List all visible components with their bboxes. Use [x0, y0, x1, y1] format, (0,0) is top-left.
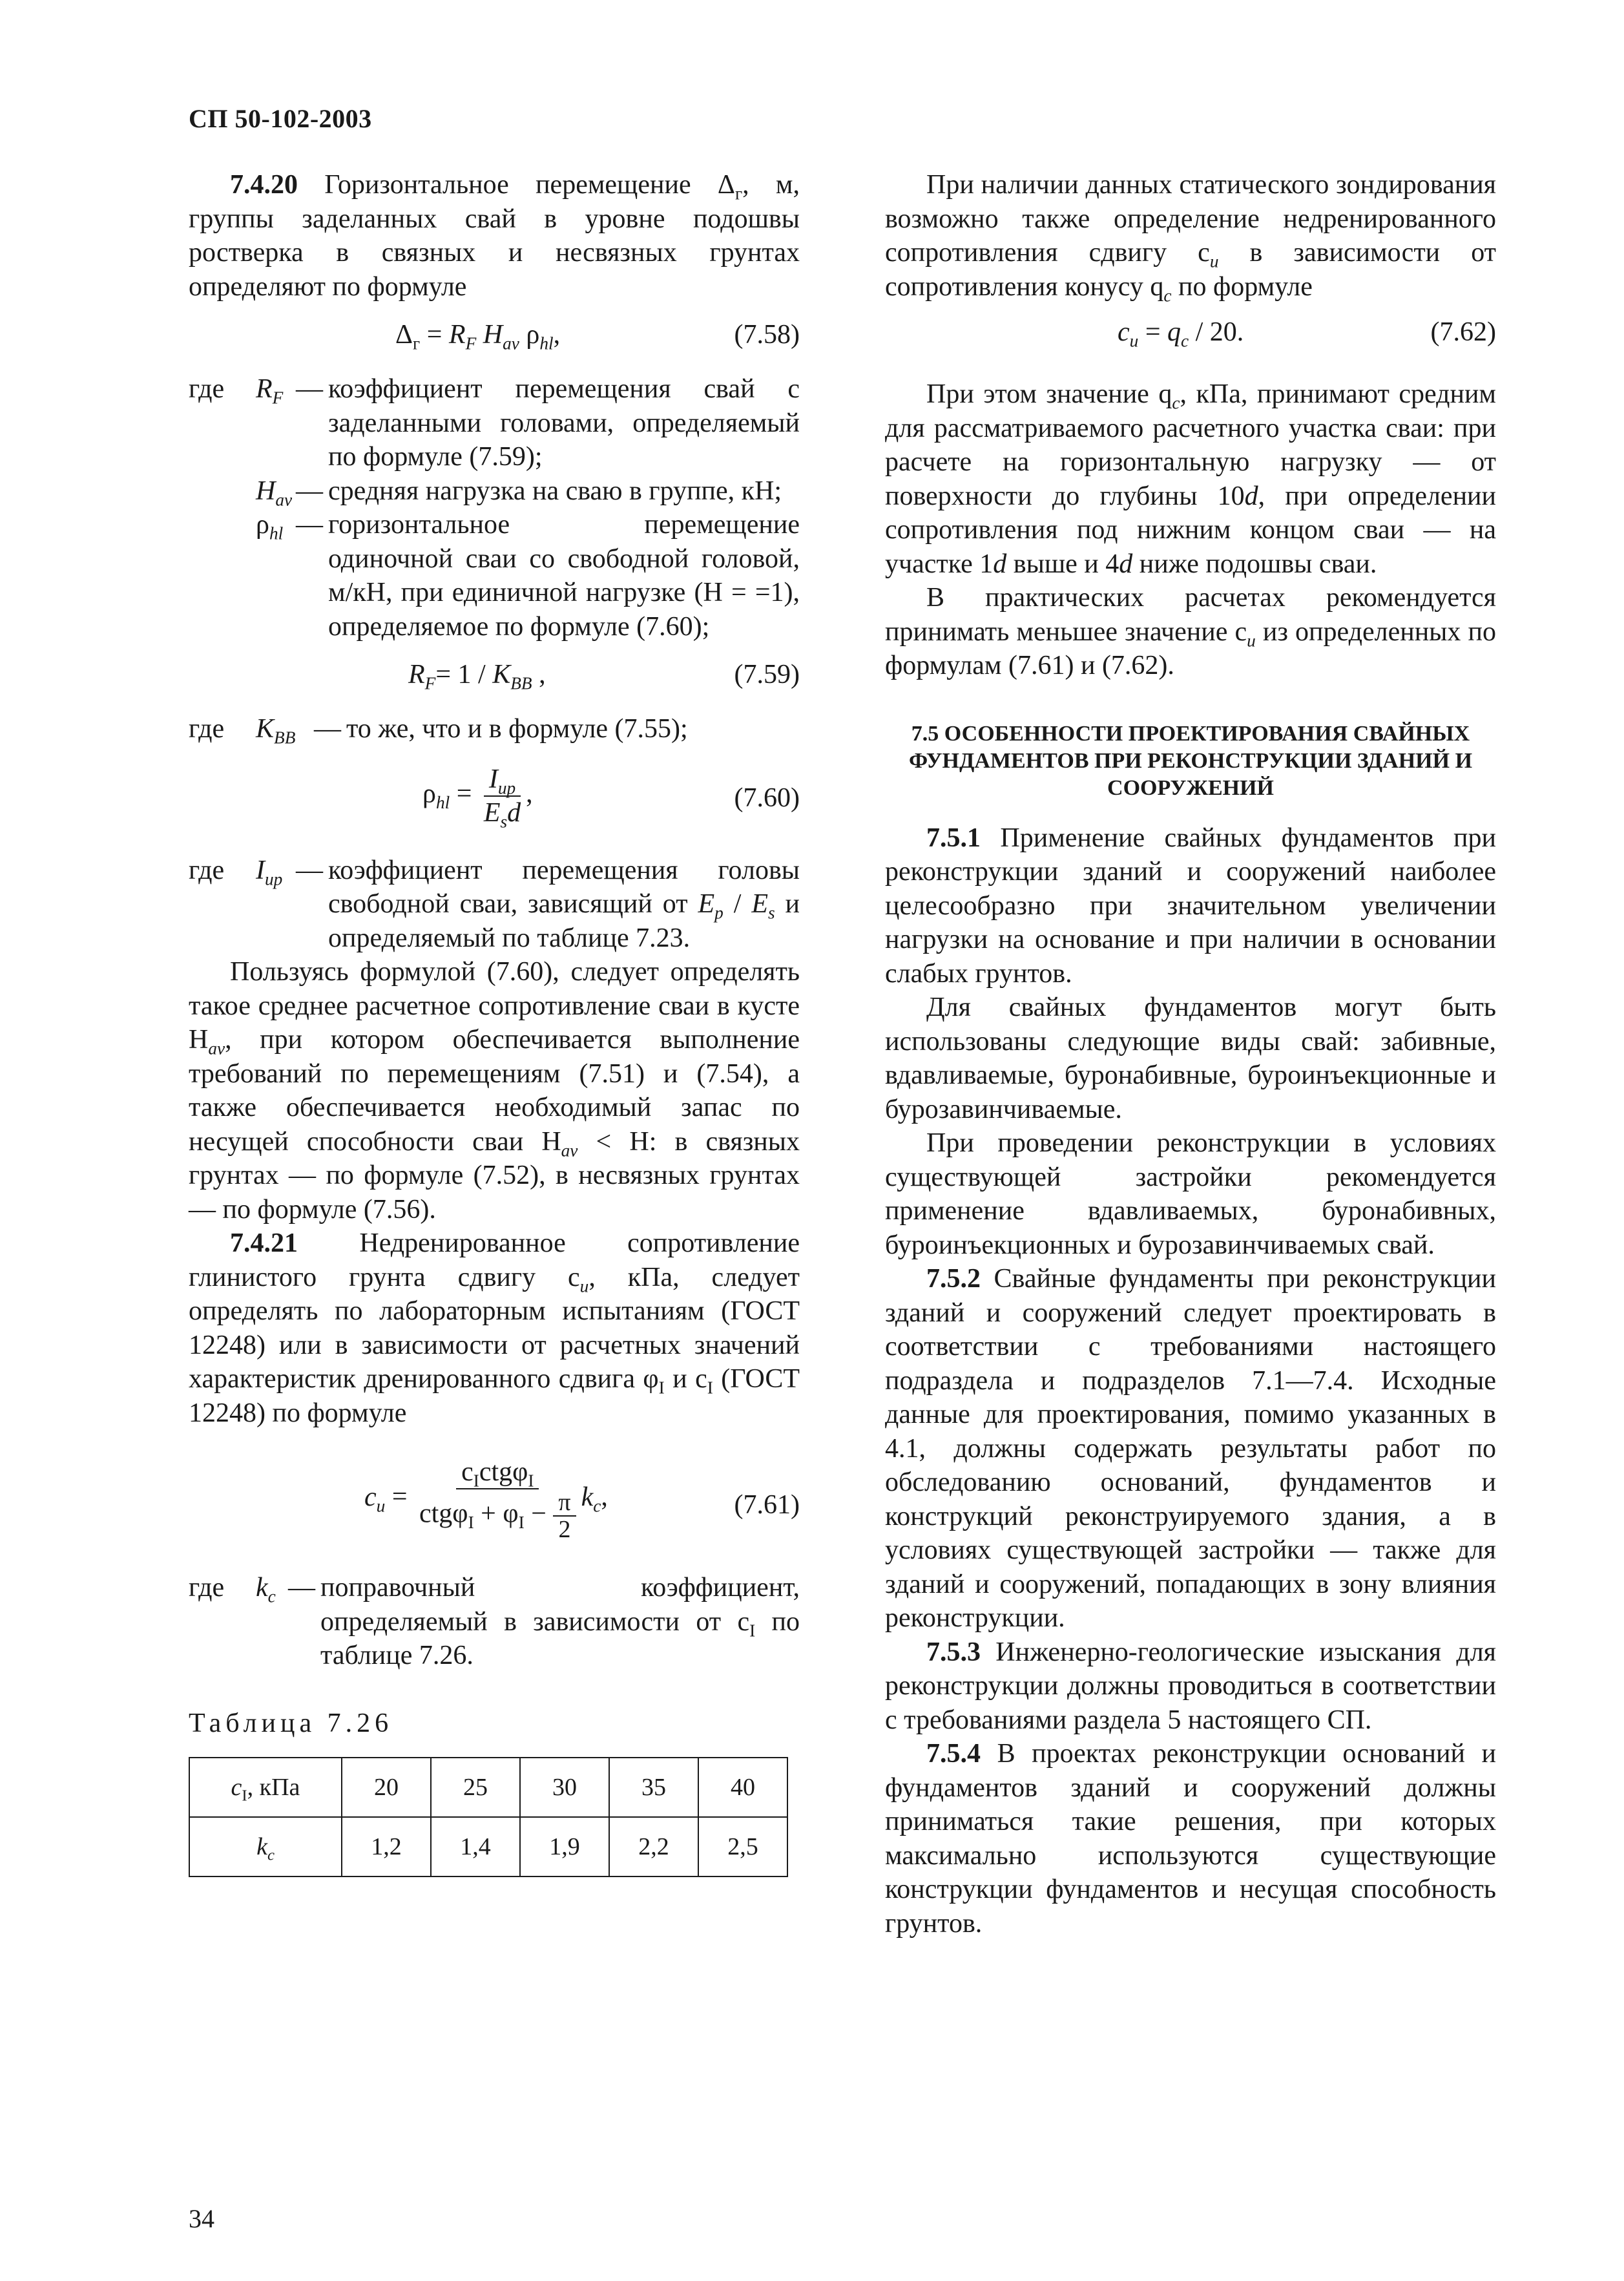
paragraph-7-5-3: [885, 1635, 1496, 1738]
text: коэффициент перемещения головы свободной сваи, зависящий от: [328, 855, 800, 919]
text: Пользуясь формулой (7.60), следует определять такое среднее расчетное сопротивление сваи в кусте H: [189, 957, 800, 1055]
definition-rf: [189, 372, 800, 474]
text: , кПа, принимают средним для рассматриваемого расчетного участка сваи: при расчете на горизонтальную нагрузку — от поверхности до глубины 10: [885, 379, 1496, 511]
definition: коэффициент перемещения свай с заделанными головами, определяемый по формуле (7.59);: [328, 374, 800, 472]
formula-7-61: [189, 1456, 800, 1553]
text: ниже подошвы сваи.: [1132, 549, 1377, 579]
definition: средняя нагрузка на сваю в группе, кН;: [328, 476, 782, 506]
subscript: г: [734, 184, 743, 204]
definition: то же, что и в формуле (7.55);: [346, 714, 688, 744]
symbol: k: [256, 1833, 267, 1860]
paragraph-7-4-20: [189, 168, 800, 304]
text: выше и 4: [1006, 549, 1119, 579]
where-block-4: [189, 1571, 800, 1673]
formula-number: (7.61): [734, 1490, 800, 1520]
text: / 20.: [1189, 317, 1244, 347]
clause-number: 7.4.21: [230, 1228, 298, 1258]
definition-hav: [189, 474, 800, 509]
table-cell: 25: [431, 1758, 520, 1817]
symbol: $I_{up}$: [256, 855, 283, 889]
table-header-cell: $k_c$: [189, 1817, 342, 1876]
text: Применение свайных фундаментов при реконструкции зданий и сооружений наиболее целесообразно при значительном увеличении нагрузки на основание и при наличии в основании слабых грунтов.: [885, 823, 1496, 989]
clause-number: 7.5.2: [926, 1264, 981, 1294]
spacer: [189, 508, 256, 644]
paragraph-7-5-4: [885, 1737, 1496, 1940]
right-column: [885, 168, 1496, 1940]
formula-expression: $\Delta_г = R_F$ $H_{av}$ $\rho_{hl}$,: [395, 320, 561, 353]
text: , м, группы заделанных свай в уровне подошвы ростверка в связных и несвязных грунтах определяют по формуле: [189, 170, 800, 302]
paragraph-using-formula: Пользуясь формулой (7.60), следует определять такое среднее расчетное сопротивление сваи в кусте $H_{av}$, при котором обеспечивается выполнение требований по перемещениям (7.51) и (7.54), а также обеспечивается необходимый запас по несущей способности сваи $H_{av} < H$: в связных грунтах — по формуле (7.52), в несвязных грунтах — по формуле (7.56).: [189, 957, 800, 1225]
formula-7-60: [189, 763, 800, 834]
where-block-1: [189, 372, 800, 644]
definition-kbb: [189, 712, 800, 746]
text: В проектах реконструкции оснований и фундаментов зданий и сооружений должны приниматься такие решения, при которых максимально используются существующие конструкции фундаментов и несущая способность грунтов.: [885, 1739, 1496, 1939]
clause-number: 7.5.4: [926, 1739, 981, 1769]
document-code: СП 50-102-2003: [189, 104, 372, 133]
formula-number: (7.58): [734, 320, 800, 350]
text: В практических расчетах рекомендуется принимать меньшее значение c: [885, 583, 1496, 647]
paragraph-7-5-1: [885, 821, 1496, 991]
formula-expression: $\rho_{hl}$ = $\frac{I_{up}}{E_sd}$ ,: [422, 764, 533, 832]
text: Недренированное сопротивление глинистого грунта сдвигу c: [189, 1228, 800, 1292]
text: Инженерно-геологические изыскания для реконструкции должны проводиться в соответствии с требованиями раздела 5 настоящего СП.: [885, 1637, 1496, 1735]
text: , при котором обеспечивается выполнение требований по перемещениям (7.51) и (7.54), а также обеспечивается необходимый запас по несущей способности сваи H: [189, 1025, 800, 1157]
text: , кПа, следует определять по лабораторным испытаниям (ГОСТ 12248) или в зависимости от расчетных значений характеристик дренированного сдвига φ: [189, 1262, 800, 1394]
table-row: [189, 1817, 787, 1876]
text: и определяемый по таблице 7.23.: [328, 889, 800, 953]
where-block-3: [189, 854, 800, 956]
text: в зависимости от сопротивления конусу q: [885, 238, 1497, 302]
text: и c: [664, 1364, 707, 1394]
spacer: [189, 474, 256, 509]
table-row: [189, 1758, 787, 1817]
text: из определенных по формулам (7.61) и (7.62).: [885, 616, 1496, 680]
clause-number: 7.5.1: [926, 823, 981, 853]
symbol: $K_{BB}$: [256, 714, 296, 748]
text: < H: в связных грунтах — по формуле (7.52), в несвязных грунтах — по формуле (7.56).: [189, 1126, 800, 1225]
symbol: c: [231, 1773, 242, 1801]
table-caption: Таблица 7.26: [189, 1708, 393, 1738]
formula-7-62: [885, 315, 1496, 354]
symbol: $k_c$: [256, 1573, 276, 1606]
definition-iup: [189, 854, 800, 956]
definition-rho: [189, 508, 800, 644]
section-title-7-5: 7.5 ОСОБЕННОСТИ ПРОЕКТИРОВАНИЯ СВАЙНЫХ ФУНДАМЕНТОВ ПРИ РЕКОНСТРУКЦИИ ЗДАНИЙ И СООРУЖЕНИЙ: [908, 721, 1473, 800]
paragraph-conditions: При проведении реконструкции в условиях существующей застройки рекомендуется применение вдавливаемых, буронабивных, буроинъекционных и бурозавинчиваемых свай.: [885, 1128, 1496, 1260]
formula-7-59: [189, 658, 800, 697]
table-cell: 1,4: [431, 1817, 520, 1876]
table-cell: 2,2: [609, 1817, 698, 1876]
formula-expression: $R_F= 1 / K_{BB}$ ,: [408, 660, 546, 693]
table-7-26: [189, 1757, 788, 1877]
left-column: [189, 168, 800, 1877]
table-cell: 30: [520, 1758, 609, 1817]
table-cell: 1,9: [520, 1817, 609, 1876]
text: Горизонтальное перемещение Δ: [298, 170, 735, 200]
dash: —: [296, 476, 323, 506]
paragraph-pile-types: Для свайных фундаментов могут быть использованы следующие виды свай: забивные, вдавливаемые, буронабивные, буроинъекционные и бурозавинчиваемые.: [885, 993, 1496, 1124]
paragraph-7-4-21: 7.4.21 Недренированное сопротивление глинистого грунта сдвигу $c_u$, кПа, следует определять по лабораторным испытаниям (ГОСТ 12248) или в зависимости от расчетных значений характеристик дренированного сдвига $\varphi_I$ и $c_I$ (ГОСТ 12248) по формуле: [189, 1228, 800, 1428]
paragraph-static-sounding: При наличии данных статического зондирования возможно также определение недренированного сопротивления сдвигу $c_u$ в зависимости от сопротивления конусу $q_c$ по формуле: [885, 170, 1497, 306]
table-cell: 20: [342, 1758, 431, 1817]
text: поправочный коэффициент, определяемый в зависимости от c: [320, 1573, 800, 1637]
paragraph-qc-value: При этом значение $q_c$, кПа, принимают средним для рассматриваемого расчетного участка сваи: при расчете на горизонтальную нагрузку — от поверхности до глубины 10d, при определении сопротивления под нижним концом сваи — на участке 1d выше и 4d ниже подошвы сваи.: [885, 379, 1496, 579]
table-cell: 35: [609, 1758, 698, 1817]
symbol: $\rho_{hl}$: [256, 510, 284, 543]
clause-number: 7.4.20: [230, 170, 298, 200]
text: , кПа: [247, 1773, 300, 1801]
where-word: где: [189, 1573, 225, 1603]
dash: —: [314, 714, 341, 744]
formula-number: (7.62): [1430, 317, 1496, 347]
where-word: где: [189, 855, 225, 885]
text: , при определении сопротивления под нижним концом сваи — на участке 1: [885, 481, 1496, 579]
dash: —: [296, 855, 323, 885]
where-word: где: [189, 714, 225, 744]
table-cell: 2,5: [698, 1817, 787, 1876]
where-word: где: [189, 374, 225, 404]
text: При наличии данных статического зондирования возможно также определение недренированного сопротивления сдвигу c: [885, 170, 1496, 268]
text: по таблице 7.26.: [320, 1606, 800, 1670]
text: Свайные фундаменты при реконструкции зданий и сооружений следует проектировать в соответствии с требованиями настоящего подраздела и подразделов 7.1—7.4. Исходные данные для проектирования, помимо указанных в 4.1, должны содержать результаты работ по обследованию оснований, фундаментов и конструкций реконструируемого здания, а в условиях существующей застройки — также для зданий и сооружений, попадающих в зону влияния реконструкции.: [885, 1264, 1496, 1633]
table-cell: 1,2: [342, 1817, 431, 1876]
formula-expression: $c_u$ = $c_Ictg\varphi_I$ $ctg\varphi_I + \varphi_I$ − $\frac{\pi}{2}$ $k_c$,: [364, 1457, 608, 1543]
page-number: 34: [189, 2204, 214, 2233]
table-cell: 40: [698, 1758, 787, 1817]
dash: —: [296, 374, 323, 404]
paragraph-practice: В практических расчетах рекомендуется принимать меньшее значение $c_u$ из определенных по формулам (7.61) и (7.62).: [885, 583, 1496, 680]
dash: —: [296, 510, 323, 540]
definition: поправочный коэффициент, определяемый в зависимости от $c_I$ по таблице 7.26.: [320, 1573, 800, 1670]
symbol: $R_F$: [256, 374, 284, 408]
definition: горизонтальное перемещение одиночной сваи со свободной головой, м/кН, при единичной нагрузке (H = =1), определяемое по формуле (7.60);: [328, 510, 800, 642]
text: по формуле: [1171, 271, 1313, 302]
formula-number: (7.60): [734, 783, 800, 813]
where-block-2: [189, 712, 800, 746]
table-header-cell: $c_I$, кПа: [189, 1758, 342, 1817]
paragraph-7-5-2: [885, 1262, 1496, 1635]
symbol: $H_{av}$: [256, 476, 293, 510]
definition-kc: [189, 1571, 800, 1673]
clause-number: 7.5.3: [926, 1637, 981, 1667]
formula-7-58: [189, 318, 800, 357]
formula-number: (7.59): [734, 660, 800, 689]
dash: —: [288, 1573, 315, 1603]
definition: коэффициент перемещения головы свободной сваи, зависящий от $E_p / E_s$ и определяемый по таблице 7.23.: [328, 855, 800, 953]
text: (ГОСТ 12248) по формуле: [189, 1364, 800, 1428]
text: При этом значение q: [926, 379, 1172, 409]
formula-expression: $c_u = q_c / 20$.: [1118, 317, 1244, 351]
